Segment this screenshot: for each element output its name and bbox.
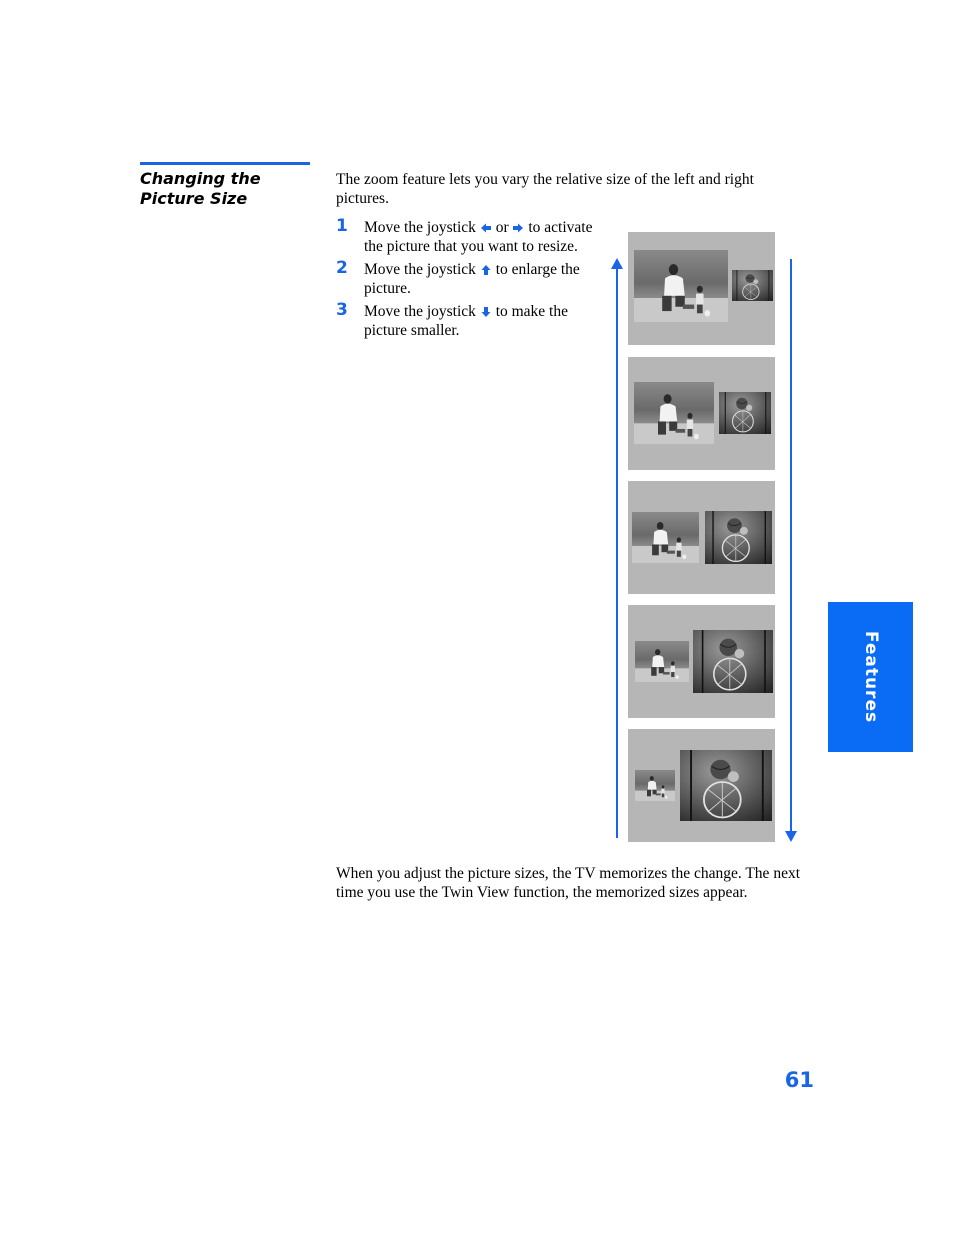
step-number: 1 [336,216,348,236]
step-1 [336,218,596,256]
section-title-line-2: Picture Size [140,189,248,208]
zoom-panel-1 [628,232,775,345]
step-text-before: Move the joystick [364,303,476,320]
left-picture-image [634,250,728,322]
enlarge-arrow-line [616,268,618,838]
step-2 [336,260,596,298]
step-text-after: to make the picture smaller. [364,303,568,339]
step-list [336,218,596,344]
right-picture-image [693,630,773,693]
left-picture-image [634,382,714,444]
zoom-panel-5 [628,729,775,842]
zoom-panel-4 [628,605,775,718]
step-number: 3 [336,300,348,320]
step-text-before: Move the joystick [364,261,476,278]
section-title-line-1: Changing the [140,169,261,188]
left-picture-image [632,512,699,563]
side-tab-label: Features [860,630,881,724]
left-picture-image [635,770,675,801]
step-text-middle: or [495,219,509,236]
memorize-note: When you adjust the picture sizes, the TV memorizes the change. The next time you use the Twin View function, the memorized sizes appear. [336,865,801,901]
right-picture-image [705,511,772,564]
step-3 [336,302,596,340]
section-title [140,169,320,209]
arrow-up-icon [481,265,491,275]
shrink-arrow-line [790,259,792,832]
arrow-down-icon [481,307,491,317]
arrow-left-icon [481,223,491,233]
shrink-arrowhead-icon [785,831,797,842]
intro-paragraph: The zoom feature lets you vary the relative size of the left and right pictures. [336,171,754,207]
zoom-panel-2 [628,357,775,470]
step-text-after: to activate the picture that you want to resize. [364,219,593,255]
right-picture-image [719,392,771,434]
right-picture-image [680,750,772,821]
zoom-panel-3 [628,481,775,594]
features-side-tab [828,602,913,752]
left-picture-image [635,641,689,682]
section-rule [140,162,310,165]
step-text-before: Move the joystick [364,219,476,236]
right-picture-image [732,270,773,301]
step-number: 2 [336,258,348,278]
page-number: 61 [784,1068,814,1092]
step-text-after: to enlarge the picture. [364,261,580,297]
arrow-right-icon [513,223,523,233]
